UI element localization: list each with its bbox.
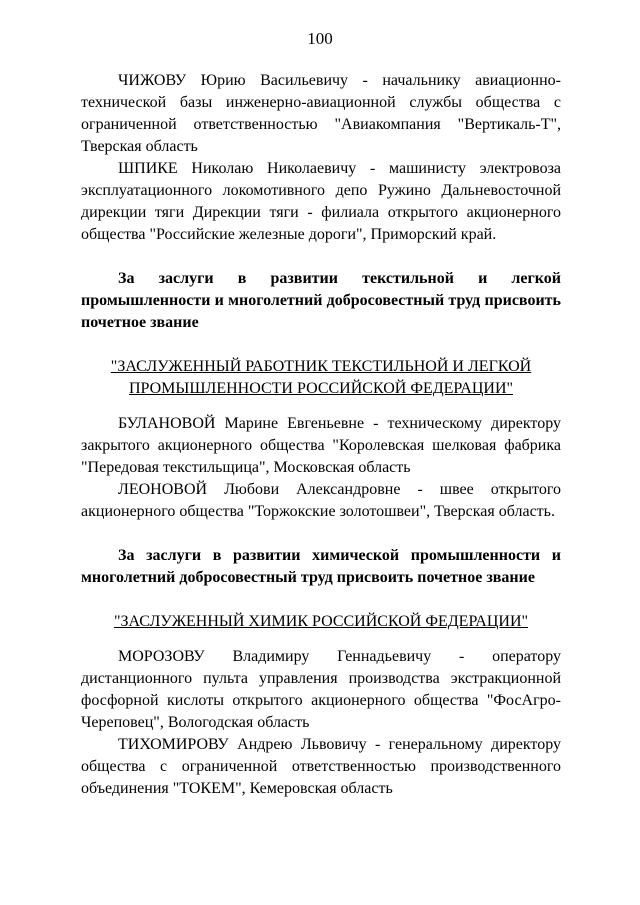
spacer bbox=[81, 246, 561, 268]
award-entry-morozov: МОРОЗОВУ Владимиру Геннадьевичу - оператору дистанционного пульта управления производства экстракционной фосфорной кислоты открытого акционерного общества "ФосАгро-Череповец", Вологодская область bbox=[81, 648, 561, 731]
spacer bbox=[81, 400, 561, 413]
award-entry-shpike: ШПИКЕ Николаю Николаевичу - машинисту электровоза эксплуатационного локомотивного депо Ружино Дальневосточной дирекции тяги Дирекции тяги - филиала открытого акционерного общества "Российские железные дороги", Приморский край. bbox=[81, 160, 561, 243]
section-heading-chemical: За заслуги в развитии химической промышленности и многолетний добросовестный труд присвоить почетное звание bbox=[81, 547, 561, 586]
honorary-title-textile-line1: "ЗАСЛУЖЕННЫЙ РАБОТНИК ТЕКСТИЛЬНОЙ И ЛЕГКОЙ bbox=[110, 358, 532, 375]
honorary-title-textile-line2: ПРОМЫШЛЕННОСТИ РОССИЙСКОЙ ФЕДЕРАЦИИ" bbox=[128, 380, 514, 397]
award-entry-bulanova: БУЛАНОВОЙ Марине Евгеньевне - техническому директору закрытого акционерного общества "Королевская шелковая фабрика "Передовая текстильщица", Московская область bbox=[81, 415, 561, 476]
page-number: 100 bbox=[307, 29, 333, 48]
honorary-title-textile bbox=[81, 356, 561, 400]
spacer bbox=[81, 589, 561, 611]
award-entry-leonova: ЛЕОНОВОЙ Любови Александровне - швее открытого акционерного общества "Торжокские золотошвеи", Тверская область. bbox=[81, 481, 561, 520]
spacer bbox=[81, 523, 561, 545]
award-entry-tikhomirov: ТИХОМИРОВУ Андрею Львовичу - генеральному директору общества с ограниченной ответственностью производственного объединения "ТОКЕМ", Кемеровская область bbox=[81, 736, 561, 797]
spacer bbox=[81, 633, 561, 646]
honorary-title-chemical-text: "ЗАСЛУЖЕННЫЙ ХИМИК РОССИЙСКОЙ ФЕДЕРАЦИИ" bbox=[113, 613, 529, 630]
award-entry-chizhov: ЧИЖОВУ Юрию Васильевичу - начальнику авиационно-технической базы инженерно-авиационной службы общества с ограниченной ответственностью "Авиакомпания "Вертикаль-Т", Тверская область bbox=[81, 72, 561, 155]
spacer bbox=[81, 334, 561, 356]
section-heading-textile: За заслуги в развитии текстильной и легкой промышленности и многолетний добросовестный труд присвоить почетное звание bbox=[81, 270, 561, 331]
document-body bbox=[81, 70, 561, 800]
honorary-title-chemical bbox=[81, 611, 561, 633]
